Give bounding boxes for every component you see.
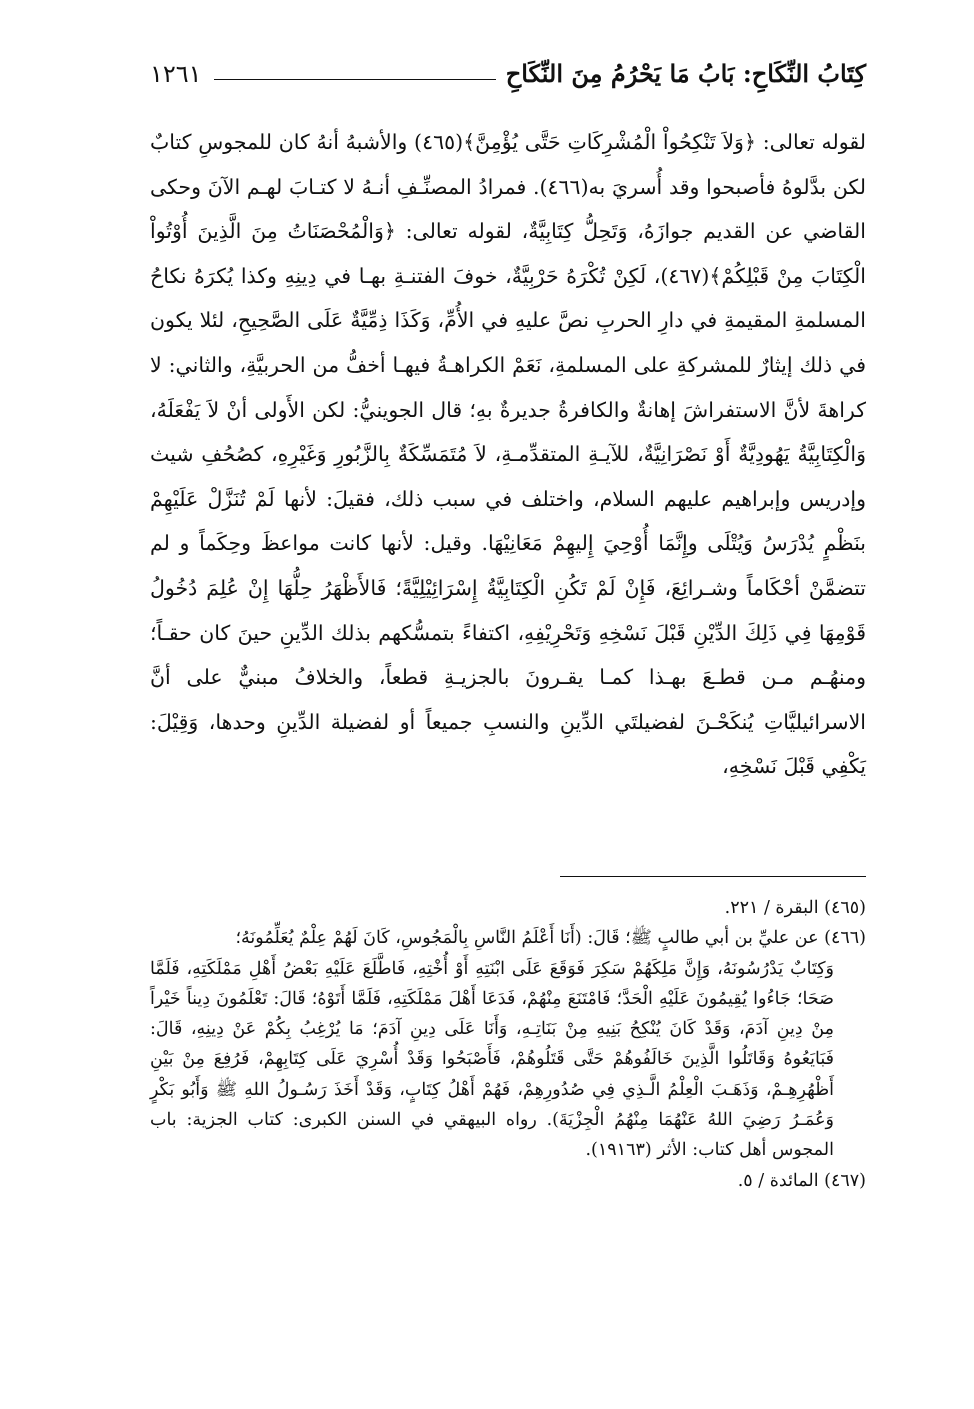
header-rule — [214, 79, 496, 80]
footnotes — [150, 893, 866, 1196]
footnote-466: (٤٦٦) عن عليِّ بن أبي طالبٍ ﷺ؛ قَالَ: (أَنَا أَعْلَمُ النَّاسِ بِالْمَجُوسِ، كَانَ لَهُمْ عِلْمٌ يُعَلِّمُونَهُ؛ — [235, 928, 866, 949]
main-text — [150, 120, 866, 789]
footnote-466-continuation: وَكِتَابٌ يَدْرُسُونَهُ، وَإِنَّ مَلِكَهُمْ سَكِرَ فَوَقَعَ عَلَى ابْنَتِهِ أَوْ أُخْتِهِ، فَاطَّلَعَ عَلَيْهِ بَعْضُ أَهْلِ مَمْلَكَتِهِ، فَلَمَّا صَحَا؛ جَاءُوا يُقِيمُونَ عَلَيْهِ الْحَدَّ؛ فَامْتَنَعَ مِنْهُمْ، فَدَعَا أَهْلَ مَمْلَكَتِهِ، فَلَمَّا أَتَوْهُ؛ قَالَ: تَعْلَمُونَ دِيناً خَيْراً مِنْ دِينِ آدَمَ، وَقَدْ كَانَ يُنْكِحُ بَنِيهِ مِنْ بَنَاتِـهِ، وَأَنَا عَلَى دِينِ آدَمَ؛ مَا يُرْغِبُ بِكُمْ عَنْ دِينِهِ، قَالَ: فَبَايَعُوهُ وَقَاتَلُوا الَّذِينَ خَالَفُوهُمْ حَتَّى قَتَلُوهُمْ، فَأَصْبَحُوا وَقَدْ أُسْرِيَ عَلَى كِتَابِهِمْ، فَرُفِعَ مِنْ بَيْنِ أَظْهُرِهِـمْ، وَذَهَـبَ الْعِلْمُ الَّـذِي فِي صُدُورِهِمْ، فَهُمْ أَهْلُ كِتَابٍ، وَقَدْ أَخَذَ رَسُـولُ اللهِ ﷺ وَأَبُو بَكْرٍ وَعُمَـرُ رَضِيَ اللهُ عَنْهُمَا مِنْهُمُ الْجِزْيَةَ). رواه البيهقي في السنن الكبرى: كتاب الجزية: باب المجوس أهل كتاب: الأثر (١٩١٦٣). — [150, 958, 834, 1161]
footnote-divider — [560, 876, 866, 877]
footnote-467: (٤٦٧) المائدة / ٥. — [737, 1170, 866, 1191]
body-paragraph: لقوله تعالى: ﴿وَلاَ تَنْكِحُواْ الْمُشْرِكَاتِ حَتَّى يُؤْمِنَّ﴾(٤٦٥) والأشبهُ أنهُ كان للمجوسِ كتابٌ لكن بدَّلوهُ فأصبحوا وقد أُسريَ به(٤٦٦). فمرادُ المصنِّـفِ أنـهُ لا كتـابَ لهـم الآنَ وحكى القاضي عن القديم جوازَهُ، وَتَحِلُّ كِتَابِيَّةٌ، لقوله تعالى: ﴿وَالْمُحْصَنَاتُ مِنَ الَّذِينَ أُوْتُواْ الْكِتَابَ مِنْ قَبْلِكُمْ﴾(٤٦٧)، لَكِنْ تُكْرَهُ حَرْبِيَّةٌ، خوفَ الفتنـةِ بهـا في دِينِهِ وكذا يُكرَهُ نكاحُ المسلمةِ المقيمةِ في دارِ الحربِ نصَّ عليهِ في الأُمِّ، وَكَذَا ذِمِّيَّةٌ عَلَى الصَّحِيحِ، لئلا يكون في ذلك إيثارٌ للمشركةِ على المسلمةِ، نَعَمْ الكراهـةُ فيهـا أخفُّ من الحربيَّةِ، والثاني: لا كراهةَ لأنَّ الاستفراشَ إهانةٌ والكافرةُ جديرةٌ بهِ؛ قال الجوينيُّ: لكن الأَولى أنْ لاَ يَفْعَلَهُ، وَالْكِتَابِيَّةُ يَهُودِيَّةٌ أَوْ نَصْرَانِيَّةٌ، للآيـةِ المتقدِّمـةِ، لاَ مُتَمَسِّكَةٌ بِالزَّبُورِ وَغَيْرِهِ، كصُحُفِ شيث وإدريس وإبراهيم عليهم السلام، واختلف في سبب ذلك، فقيلَ: لأنها لَمْ تُنَزَّلْ عَلَيْهِمْ بنَظْمٍ يُدْرَسُ وَيُتْلَى وإِنَّمَا أُوْحِيَ إِليهِمْ مَعَانِيْهَا. وقيل: لأنها كانت مواعظَ وحِكَماً و لم تتضمَّنْ أحْكَاماً وشـرائِعَ، فَإِنْ لَمْ تَكُنِ الْكِتَابِيَّةُ إِسْرَائِيْلِيَّةً؛ فَالأَظْهَرُ حِلُّهَا إِنْ عُلِمَ دُخُولُ قَوْمِهَا فِي ذَلِكَ الدِّيْنِ قَبْلَ نَسْخِهِ وَتَحْرِيْفِهِ، اكتفاءً بتمسُّكهم بذلك الدِّينِ حينَ كان حقـاً؛ ومنهُـم مـن قطـعَ بهـذا كمـا يقـرونَ بالجزيـةِ قطعاً، والخلافُ مبنيٌّ على أنَّ الاسرائيليَّاتِ يُنكَحْـنَ لفضيلتَي الدِّينِ والنسبِ جميعاً أو لفضيلة الدِّينِ وحدها، وَقِيْلَ: يَكْفِي قَبْلَ نَسْخِهِ، — [150, 130, 866, 779]
running-header — [150, 40, 866, 88]
footnote-465: (٤٦٥) البقرة / ٢٢١. — [724, 898, 866, 918]
chapter-title: كِتَابُ النِّكَاحِ: بَابُ مَا يَحْرُمُ مِنَ النِّكَاحِ — [505, 59, 866, 88]
page-number: ١٢٦١ — [150, 60, 202, 88]
